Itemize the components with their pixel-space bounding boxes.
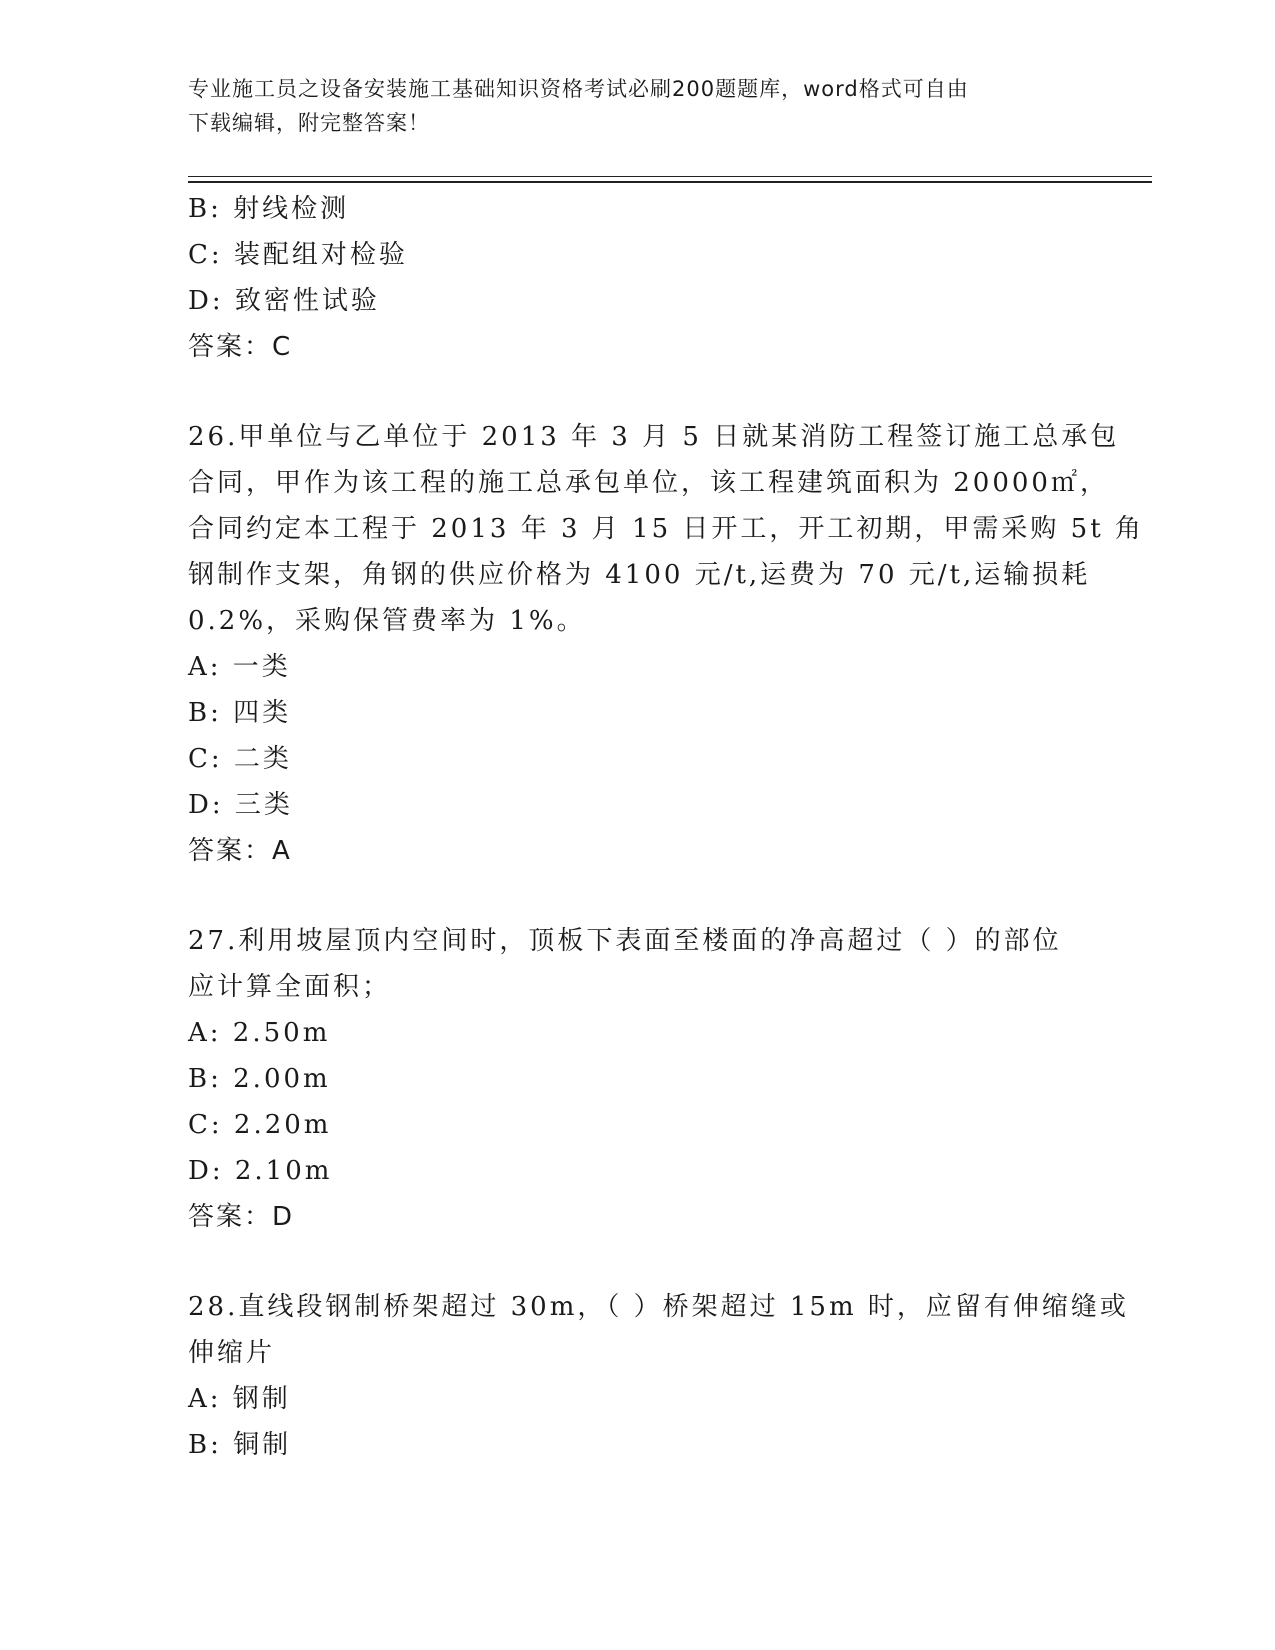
- q26-text-line-4: 钢制作支架，角钢的供应价格为 4100 元/t,运费为 70 元/t,运输损耗: [188, 560, 1091, 590]
- q27-text-line-1: 27.利用坡屋顶内空间时，顶板下表面至楼面的净高超过（ ）的部位: [188, 926, 1062, 956]
- header-line-2: 下载编辑，附完整答案！: [188, 111, 430, 135]
- q25-option-c: C: 装配组对检验: [188, 240, 408, 270]
- q25-answer: 答案：C: [188, 332, 293, 362]
- q26-text-line-5: 0.2%，采购保管费率为 1%。: [188, 606, 586, 636]
- question-27-block: [188, 918, 1088, 1240]
- q28-text-line-2: 伸缩片: [188, 1338, 276, 1368]
- question-25-block: [188, 186, 1088, 370]
- document-header: [188, 72, 1088, 140]
- q27-option-a: A: 2.50m: [188, 1018, 331, 1048]
- q26-answer: 答案：A: [188, 836, 292, 866]
- header-divider-thin: [188, 176, 1152, 177]
- question-26-block: [188, 414, 1144, 874]
- q27-option-b: B: 2.00m: [188, 1064, 331, 1094]
- q28-option-a: A: 钢制: [188, 1384, 291, 1414]
- q26-option-b: B: 四类: [188, 698, 292, 728]
- q27-text-line-2: 应计算全面积；: [188, 972, 392, 1002]
- q26-option-a: A: 一类: [188, 652, 291, 682]
- q27-answer: 答案：D: [188, 1202, 295, 1232]
- q28-text-line-1: 28.直线段钢制桥架超过 30m，（ ）桥架超过 15m 时，应留有伸缩缝或: [188, 1292, 1129, 1322]
- question-28-block: [188, 1284, 1129, 1468]
- q26-text-line-3: 合同约定本工程于 2013 年 3 月 15 日开工，开工初期，甲需采购 5t 角: [188, 514, 1144, 544]
- q27-option-c: C: 2.20m: [188, 1110, 332, 1140]
- q27-option-d: D: 2.10m: [188, 1156, 333, 1186]
- q25-option-d: D: 致密性试验: [188, 286, 380, 316]
- q28-option-b: B: 铜制: [188, 1430, 292, 1460]
- header-line-1: 专业施工员之设备安装施工基础知识资格考试必刷200题题库，word格式可自由: [188, 77, 969, 101]
- q26-text-line-1: 26.甲单位与乙单位于 2013 年 3 月 5 日就某消防工程签订施工总承包: [188, 422, 1120, 452]
- q26-option-c: C: 二类: [188, 744, 292, 774]
- header-divider-thick: [188, 181, 1152, 183]
- q26-option-d: D: 三类: [188, 790, 293, 820]
- q26-text-line-2: 合同，甲作为该工程的施工总承包单位，该工程建筑面积为 20000㎡，: [188, 468, 1109, 498]
- q25-option-b: B: 射线检测: [188, 194, 350, 224]
